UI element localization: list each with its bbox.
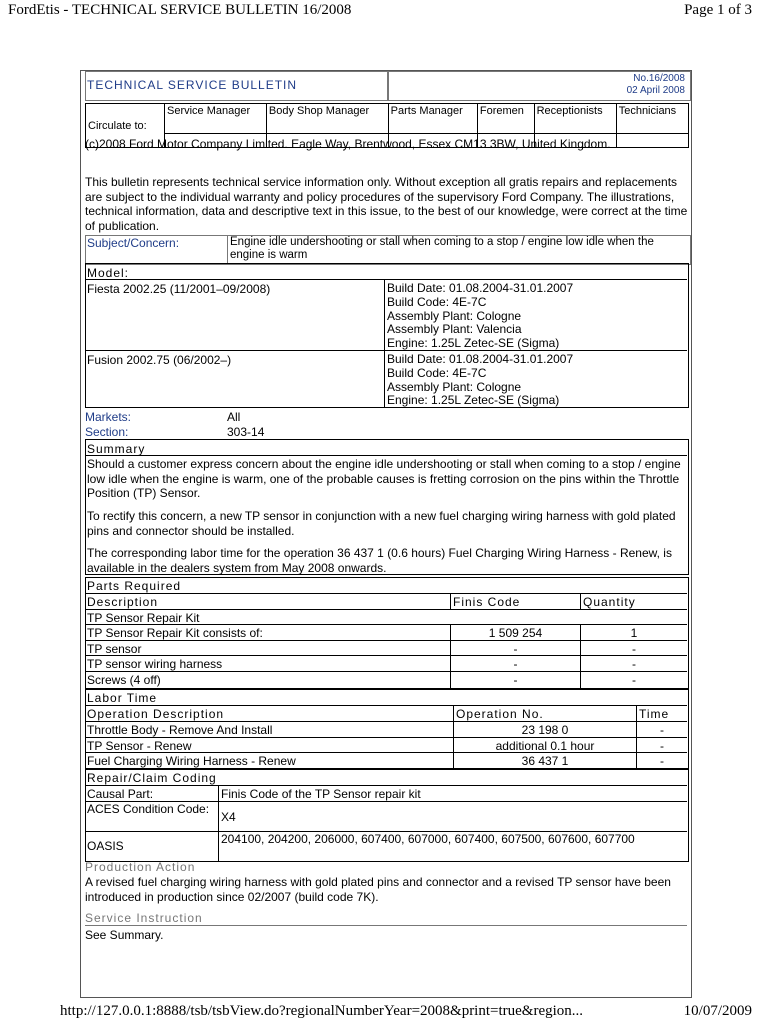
page-number: Page 1 of 3 — [684, 2, 752, 18]
model-divider — [85, 350, 687, 351]
labor-cell: Throttle Body - Remove And Install — [87, 723, 273, 737]
repair-label: Repair/Claim Coding — [87, 771, 217, 785]
service-text: See Summary. — [85, 928, 164, 942]
parts-label: Parts Required — [87, 579, 182, 593]
subject-text: Engine idle undershooting or stall when coming to a stop / engine low idle when the engine is warm — [230, 236, 654, 261]
parts-col-divider — [580, 593, 581, 609]
model-col-divider — [384, 279, 385, 408]
disclaimer-text: This bulletin represents technical service information only. Without exception all gratis repairs and replacements are subject to the individual warranty and policy procedures of the supervisory Ford Company. The illustrations, technical information, data and descriptive text in this issue, to the best of our knowledge, were correct at the time of publication. — [85, 175, 688, 233]
footer-url: http://127.0.0.1:8888/tsb/tsbView.do?regionalNumberYear=2008&print=true&region... — [60, 1003, 584, 1019]
copyright-text: (c)2008 Ford Motor Company Limited. Eagle Way, Brentwood, Essex CM13 3BW, United Kingdom. — [85, 137, 611, 151]
bulletin-document — [80, 70, 692, 998]
parts-cell: TP sensor wiring harness — [87, 657, 223, 671]
labor-divider — [85, 737, 687, 738]
repair-cell: Causal Part: — [87, 787, 154, 801]
labor-divider — [85, 705, 687, 706]
parts-divider — [85, 593, 687, 594]
bulletin-heading: TECHNICAL SERVICE BULLETIN — [87, 78, 298, 92]
parts-divider — [85, 671, 687, 672]
labor-divider — [85, 721, 687, 722]
model-detail: Assembly Plant: Valencia — [387, 322, 522, 337]
production-label: Production Action — [85, 860, 196, 874]
model-name: Fusion 2002.75 (06/2002–) — [87, 353, 232, 367]
circulate-role: Receptionists — [534, 104, 616, 134]
parts-header: Finis Code — [453, 595, 521, 609]
service-divider — [85, 925, 687, 926]
parts-header: Description — [87, 595, 159, 609]
footer-date: 10/07/2009 — [683, 1003, 752, 1019]
model-detail: Assembly Plant: Cologne — [387, 379, 522, 394]
production-text: A revised fuel charging wiring harness with gold plated pins and connector and a revised TP sensor have been introduced in production since 02/2007 (build code 7K). — [85, 875, 671, 904]
parts-cell: - — [632, 642, 636, 656]
parts-cell: - — [632, 673, 636, 687]
labor-cell: - — [660, 754, 664, 768]
section-label: Section: — [85, 425, 129, 439]
repair-cell: Finis Code of the TP Sensor repair kit — [221, 787, 421, 801]
parts-divider — [85, 640, 687, 641]
model-label: Model: — [87, 266, 130, 280]
parts-cell: - — [513, 642, 518, 656]
repair-cell: 204100, 204200, 206000, 607400, 607000, 607400, 607500, 607600, 607700 — [221, 832, 635, 846]
subject-divider — [227, 235, 228, 263]
parts-cell: 1 — [630, 626, 638, 640]
parts-cell: - — [632, 657, 636, 671]
parts-cell: TP sensor — [87, 642, 142, 656]
parts-cell: - — [513, 673, 518, 687]
labor-header: Operation No. — [456, 707, 544, 721]
model-name: Fiesta 2002.25 (11/2001–09/2008) — [87, 282, 271, 296]
labor-label: Labor Time — [87, 691, 158, 705]
labor-cell: - — [660, 739, 664, 753]
model-details — [387, 282, 573, 351]
model-detail: Build Code: 4E-7C — [387, 365, 487, 380]
labor-cell: additional 0.1 hour — [495, 739, 595, 753]
model-detail: Build Date: 01.08.2004-31.01.2007 — [387, 352, 574, 366]
markets-value: All — [227, 410, 241, 424]
model-detail: Engine: 1.25L Zetec-SE (Sigma) — [387, 336, 560, 351]
parts-divider — [85, 609, 687, 610]
section-value: 303-14 — [227, 425, 265, 439]
labor-cell: Fuel Charging Wiring Harness - Renew — [87, 754, 296, 768]
circulate-role: Parts Manager — [388, 104, 477, 134]
model-details — [387, 353, 573, 408]
parts-header: Quantity — [583, 595, 636, 609]
subject-label: Subject/Concern: — [87, 236, 180, 250]
service-label: Service Instruction — [85, 911, 203, 925]
bulletin-date: 02 April 2008 — [626, 85, 685, 96]
repair-cell: X4 — [221, 810, 236, 824]
repair-cell: ACES Condition Code: — [87, 802, 210, 816]
summary-paragraph: The corresponding labor time for the operation 36 437 1 (0.6 hours) Fuel Charging Wiring Harness - Renew, is available in the dealers system from May 2008 onwards. — [87, 546, 672, 575]
circulate-label: Circulate to: — [86, 104, 165, 148]
model-detail: Build Code: 4E-7C — [387, 294, 487, 309]
labor-cell: 36 437 1 — [521, 754, 569, 768]
labor-cell: TP Sensor - Renew — [87, 739, 192, 753]
repair-col-divider — [218, 785, 219, 862]
summary-label: Summary — [87, 442, 146, 456]
labor-header: Operation Description — [87, 707, 225, 721]
parts-cell: - — [513, 657, 518, 671]
repair-divider — [85, 785, 687, 786]
model-detail: Assembly Plant: Cologne — [387, 308, 522, 323]
summary-paragraph: Should a customer express concern about the engine idle undershooting or stall when coming to a stop / engine low idle when the engine is warm, one of the probable causes is fretting corrosion on the pins within the Throttle Position (TP) Sensor. — [87, 457, 681, 500]
labor-cell: 23 198 0 — [521, 723, 569, 737]
circulate-role: Body Shop Manager — [266, 104, 388, 134]
repair-cell: OASIS — [87, 839, 124, 853]
print-title: FordEtis - TECHNICAL SERVICE BULLETIN 16/2008 — [8, 2, 352, 18]
labor-cell: - — [660, 723, 664, 737]
parts-cell: TP Sensor Repair Kit consists of: — [87, 626, 263, 640]
parts-cell: Screws (4 off) — [87, 673, 161, 687]
browser-print-header — [0, 0, 768, 24]
summary-divider — [85, 455, 687, 456]
parts-cell: TP Sensor Repair Kit — [87, 611, 200, 625]
markets-label: Markets: — [85, 410, 132, 424]
model-detail: Engine: 1.25L Zetec-SE (Sigma) — [387, 393, 560, 408]
circulate-role: Foremen — [477, 104, 534, 134]
parts-cell: 1 509 254 — [488, 626, 543, 640]
circulate-role: Technicians — [616, 104, 688, 134]
circulate-role: Service Manager — [165, 104, 267, 134]
labor-header: Time — [639, 707, 670, 721]
model-divider — [85, 279, 687, 280]
summary-paragraph: To rectify this concern, a new TP sensor in conjunction with a new fuel charging wiring harness with gold plated pins and connector should be installed. — [87, 509, 676, 538]
model-detail: Build Date: 01.08.2004-31.01.2007 — [387, 281, 574, 295]
bulletin-number: No.16/2008 — [633, 73, 685, 84]
parts-col-divider — [450, 593, 451, 609]
